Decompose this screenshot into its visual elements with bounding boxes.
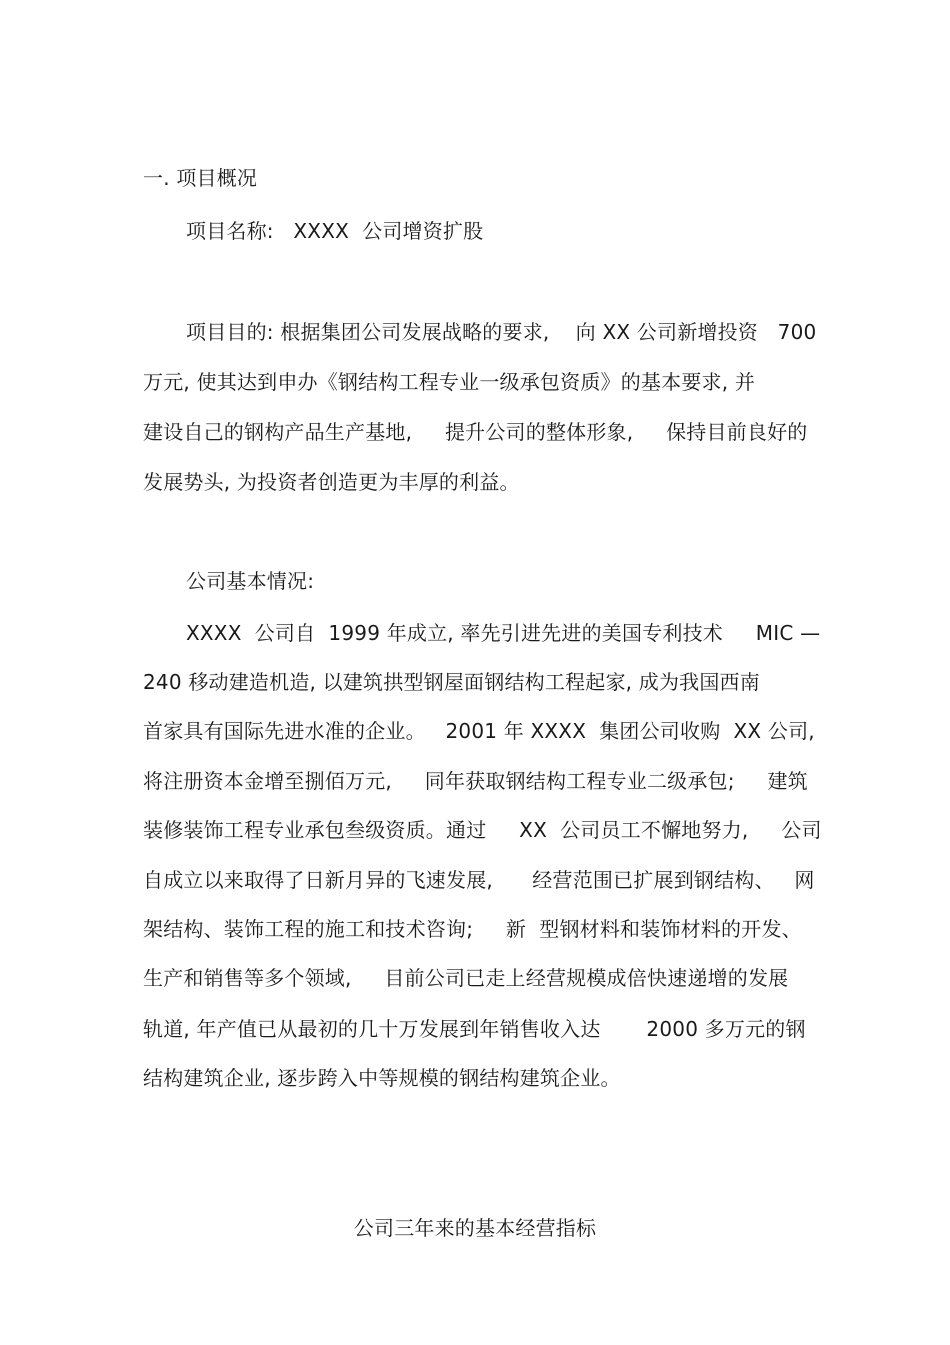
company-basic-heading: 公司基本情况: xyxy=(186,569,315,593)
paragraph-line: 自成立以来取得了日新月异的飞速发展, 经营范围已扩展到钢结构、 网 xyxy=(143,868,815,892)
paragraph-line: 生产和销售等多个领域, 目前公司已走上经营规模成倍快速递增的发展 xyxy=(143,966,789,990)
paragraph-line: 项目目的: 根据集团公司发展战略的要求, 向 XX 公司新增投资 700 xyxy=(186,320,817,344)
paragraph-line: XXXX 公司自 1999 年成立, 率先引进先进的美国专利技术 MIC — xyxy=(186,621,821,645)
paragraph-line: 发展势头, 为投资者创造更为丰厚的利益。 xyxy=(143,470,520,494)
paragraph-line: 轨道, 年产值已从最初的几十万发展到年销售收入达 2000 多万元的钢 xyxy=(143,1017,806,1041)
paragraph-line: 首家具有国际先进水准的企业。 2001 年 XXXX 集团公司收购 XX 公司, xyxy=(143,719,815,743)
paragraph-line: 万元, 使其达到申办《钢结构工程专业一级承包资质》的基本要求, 并 xyxy=(143,370,756,394)
paragraph-line: 架结构、装饰工程的施工和技术咨询; 新 型钢材料和装饰材料的开发、 xyxy=(143,917,802,941)
paragraph-line: 建设自己的钢构产品生产基地, 提升公司的整体形象, 保持目前良好的 xyxy=(143,420,808,444)
section-heading: 一. 项目概况 xyxy=(143,166,258,190)
paragraph-line: 结构建筑企业, 逐步跨入中等规模的钢结构建筑企业。 xyxy=(143,1066,621,1090)
paragraph-line: 240 移动建造机造, 以建筑拱型钢屋面钢结构工程起家, 成为我国西南 xyxy=(143,670,760,694)
paragraph-line: 装修装饰工程专业承包叁级资质。通过 XX 公司员工不懈地努力, 公司 xyxy=(143,818,822,842)
project-name-paragraph: 项目名称: XXXX 公司增资扩股 xyxy=(186,219,484,243)
paragraph-line: 将注册资本金增至捌佰万元, 同年获取钢结构工程专业二级承包; 建筑 xyxy=(143,769,808,793)
table-caption: 公司三年来的基本经营指标 xyxy=(353,1216,597,1240)
